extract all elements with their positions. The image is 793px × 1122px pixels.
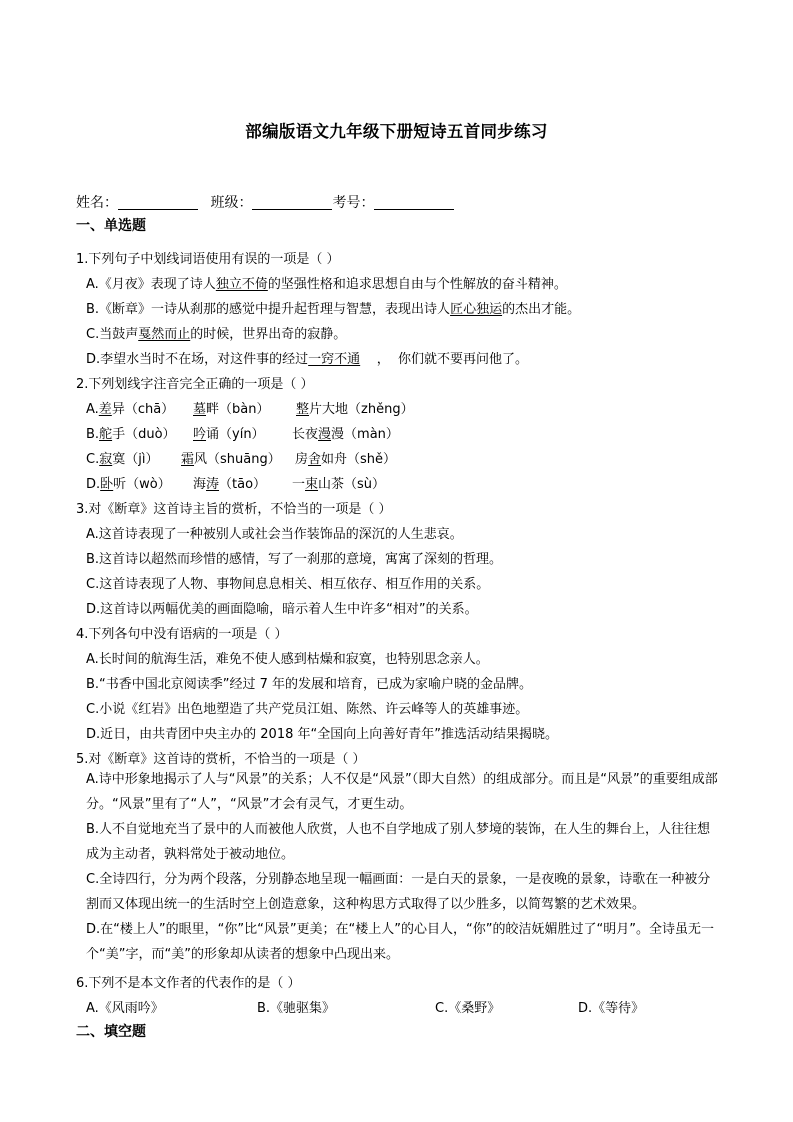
question-option[interactable]: A.长时间的航海生活，难免不使人感到枯燥和寂寞，也特别思念亲人。 — [86, 652, 489, 667]
question-stem: 2.下列划线字注音完全正确的一项是（ ） — [76, 377, 314, 392]
question-option[interactable] — [86, 423, 399, 442]
question-option[interactable]: B.人不自觉地充当了景中的人而被他人欣赏，人也不自学地成了别人梦境的装饰，在人生的舞台上，人往往想成为主动者，孰料常处于被动地位。 — [86, 822, 711, 862]
option-text: 的坚强性格和追求思想自由与个性解放的奋斗精神。 — [267, 277, 567, 292]
class-blank[interactable] — [252, 195, 332, 210]
section-heading: 二、填空题 — [76, 1024, 146, 1040]
option-text: （tāo） — [219, 477, 267, 492]
underlined-word: 独立不倚 — [215, 277, 268, 292]
option-letter: B. — [86, 427, 100, 442]
option-text: 诵（yín） — [206, 427, 265, 442]
option-text: 的杰出才能。 — [502, 302, 581, 317]
question-stem: 4.下列各句中没有语病的一项是（ ） — [76, 627, 288, 642]
question-option[interactable]: D.近日，由共青团中央主办的 2018 年“全国向上向善好青年”推选活动结果揭晓。 — [86, 727, 558, 742]
question-stem: 6.下列不是本文作者的代表作的是（ ） — [76, 976, 301, 991]
underlined-char: 吟 — [193, 427, 207, 442]
option-text: 畔（bàn） — [206, 402, 270, 417]
option-letter: A. — [86, 402, 99, 417]
option-letter: D. — [86, 477, 101, 492]
option-text: 一 — [292, 477, 306, 492]
page-title: 部编版语文九年级下册短诗五首同步练习 — [245, 122, 548, 141]
option-text: 风（shuāng） — [194, 452, 281, 467]
underlined-char: 差 — [98, 402, 112, 417]
question-option[interactable]: A.《风雨吟》 — [86, 1001, 164, 1016]
exam-label: 考号： — [332, 195, 375, 211]
option-letter: C. — [86, 452, 100, 467]
question-option[interactable]: D.这首诗以两幅优美的画面隐喻，暗示着人生中许多“相对”的关系。 — [86, 602, 478, 617]
underlined-char: 整 — [296, 402, 310, 417]
underlined-char: 束 — [305, 477, 319, 492]
question-option[interactable] — [86, 398, 414, 417]
question-option[interactable] — [86, 348, 528, 367]
underlined-word: 戛然而止 — [138, 327, 191, 342]
option-text: 海 — [193, 477, 207, 492]
question-stem: 5.对《断章》这首诗的赏析，不恰当的一项是（ ） — [76, 752, 366, 767]
question-option[interactable] — [86, 298, 580, 317]
question-option[interactable]: B.这首诗以超然而珍惜的感情，写了一刹那的意境，寓寓了深刻的哲理。 — [86, 552, 503, 567]
option-text: 房 — [295, 452, 309, 467]
question-option[interactable]: B.《驰驱集》 — [257, 1001, 336, 1016]
question-option[interactable] — [86, 323, 346, 342]
option-text: 长夜 — [292, 427, 319, 442]
question-option[interactable]: B.“书香中国北京阅读季”经过 7 年的发展和培育，已成为家喻户晓的金品牌。 — [86, 677, 533, 692]
student-info-line — [76, 192, 454, 212]
option-text: 的时候，世界出奇的寂静。 — [190, 327, 347, 342]
question-option[interactable]: C.《桑野》 — [435, 1001, 501, 1016]
underlined-char: 舵 — [99, 427, 113, 442]
option-text: 片大地（zhěng） — [309, 402, 414, 417]
option-text: ， 你们就不要再问他了。 — [360, 352, 528, 367]
section-heading: 一、单选题 — [76, 218, 146, 234]
question-stem: 3.对《断章》这首诗主旨的赏析，不恰当的一项是（ ） — [76, 502, 392, 517]
question-option[interactable]: D.《等待》 — [578, 1001, 645, 1016]
question-option[interactable]: D.在“楼上人”的眼里，“你”比“风景”更美；在“楼上人”的心目人，“你”的皎洁妩媚胜过了“明月”。全诗虽无一个“美”字，而“美”的形象却从读者的想象中凸现出来。 — [86, 922, 714, 962]
question-option[interactable]: C.全诗四行，分为两个段落，分别静态地呈现一幅画面：一是白天的景象，一是夜晚的景象，诗歌在一种被分割而又体现出统一的生活时空上创造意象，这种构思方式取得了以少胜多，以简驾繁的艺术效果。 — [86, 872, 711, 912]
question-option[interactable] — [86, 448, 396, 467]
option-text: D.李望水当时不在场，对这件事的经过 — [86, 352, 309, 367]
option-text: 漫（màn） — [331, 427, 399, 442]
underlined-word: 匠心独运 — [450, 302, 503, 317]
option-text: 手（duò） — [112, 427, 176, 442]
class-label: 班级： — [210, 195, 253, 211]
underlined-char: 寂 — [99, 452, 113, 467]
option-text: C.当鼓声 — [86, 327, 139, 342]
question-stem: 1.下列句子中划线词语使用有误的一项是（ ） — [76, 252, 340, 267]
option-text: 异（chā） — [111, 402, 175, 417]
underlined-word: 一窍不通 — [308, 352, 361, 367]
exam-number-blank[interactable] — [374, 195, 454, 210]
question-option[interactable]: A.这首诗表现了一种被别人或社会当作装饰品的深沉的人生悲哀。 — [86, 527, 463, 542]
option-text: A.《月夜》表现了诗人 — [86, 277, 216, 292]
underlined-char: 霜 — [181, 452, 195, 467]
question-option[interactable]: C.这首诗表现了人物、事物间息息相关、相互依存、相互作用的关系。 — [86, 577, 490, 592]
name-label: 姓名： — [76, 195, 118, 211]
underlined-char: 卧 — [100, 477, 114, 492]
question-option[interactable] — [86, 273, 567, 292]
question-option[interactable] — [86, 473, 385, 492]
option-text: 如舟（shě） — [321, 452, 397, 467]
underlined-char: 涛 — [206, 477, 220, 492]
question-option[interactable]: A.诗中形象地揭示了人与“风景”的关系；人不仅是“风景”（即大自然）的组成部分。而且是“风景”的重要组成部分。“风景”里有了“人”，“风景”才会有灵气，才更生动。 — [86, 772, 718, 812]
underlined-char: 舍 — [308, 452, 322, 467]
name-blank[interactable] — [118, 195, 198, 210]
underlined-char: 墓 — [193, 402, 207, 417]
option-text: 听（wò） — [113, 477, 171, 492]
option-text: B.《断章》一诗从刹那的感觉中提升起哲理与智慧，表现出诗人 — [86, 302, 451, 317]
underlined-char: 漫 — [318, 427, 332, 442]
option-text: 山茶（sù） — [318, 477, 386, 492]
option-text: 寞（jì） — [112, 452, 159, 467]
question-option[interactable]: C.小说《红岩》出色地塑造了共产党员江姐、陈然、许云峰等人的英雄事迹。 — [86, 702, 529, 717]
